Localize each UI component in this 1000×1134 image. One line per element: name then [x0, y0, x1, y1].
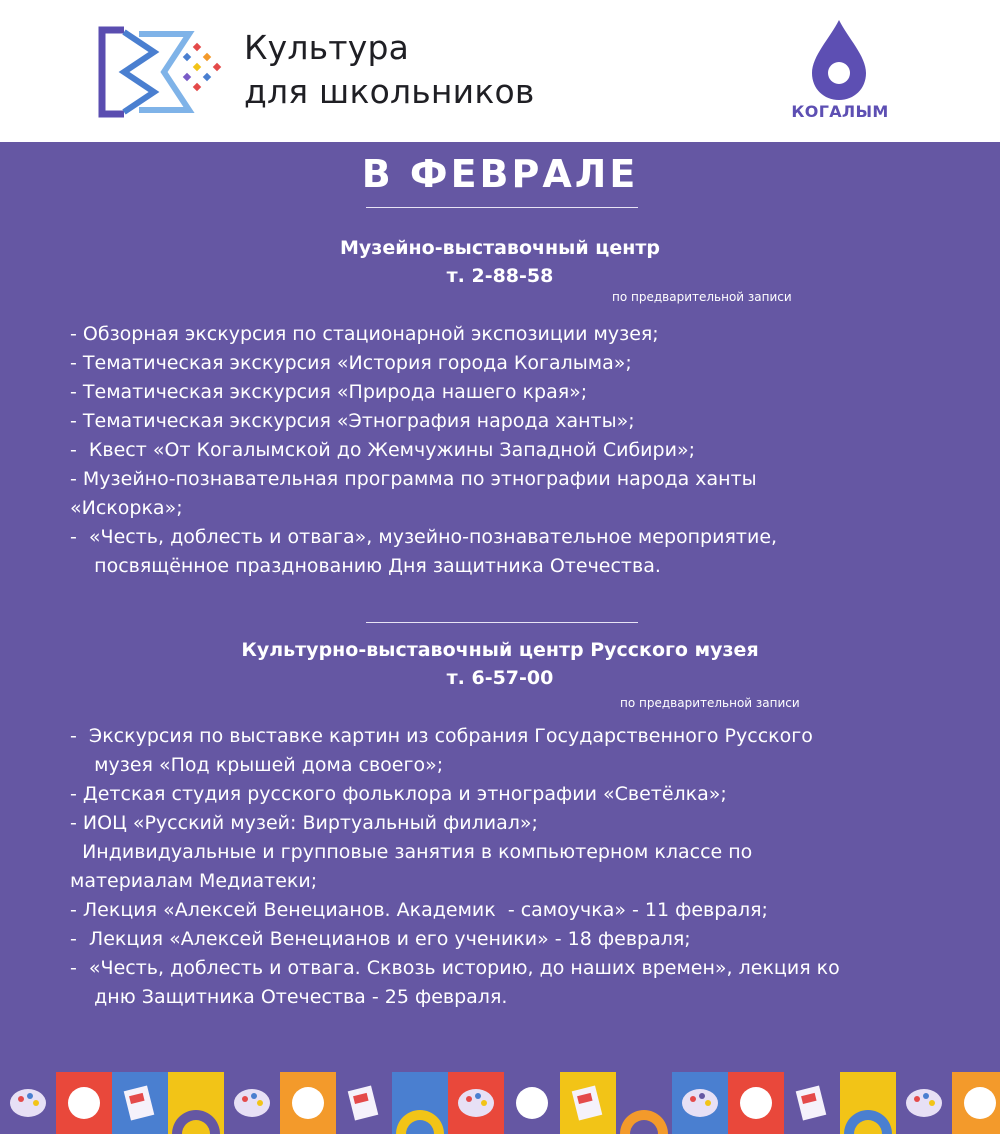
tile-rainbow-icon — [616, 1072, 672, 1134]
list-item: - Тематическая экскурсия «Этнография народа ханты»; — [70, 410, 635, 432]
list-item: - ИОЦ «Русский музей: Виртуальный филиал»; Индивидуальные и групповые занятия в компьютерном классе по материалам Медиатеки; — [70, 812, 753, 892]
tile-book-icon — [784, 1072, 840, 1134]
section2-phone: т. 6-57-00 — [446, 667, 554, 689]
culture-logo-text — [244, 26, 535, 114]
title-divider — [366, 207, 638, 208]
section2-note: по предварительной записи — [620, 696, 800, 710]
section1-note: по предварительной записи — [612, 290, 792, 304]
section-divider — [366, 622, 638, 623]
list-item: - Обзорная экскурсия по стационарной экспозиции музея; — [70, 323, 659, 345]
city-logo-text: КОГАЛЫМ — [791, 102, 889, 121]
list-item: - Детская студия русского фольклора и этнографии «Светёлка»; — [70, 783, 727, 805]
section1-list — [70, 320, 950, 581]
list-item: - Тематическая экскурсия «Природа нашего края»; — [70, 381, 588, 403]
tile-circle-icon — [504, 1072, 560, 1134]
tile-palette-icon — [896, 1072, 952, 1134]
section1-title — [0, 234, 1000, 290]
list-item: - «Честь, доблесть и отвага», музейно-познавательное мероприятие, посвящённое празднованию Дня защитника Отечества. — [70, 526, 778, 577]
section1-phone: т. 2-88-58 — [446, 265, 554, 287]
list-item: - Лекция «Алексей Венецианов и его ученики» - 18 февраля; — [70, 928, 691, 950]
tile-rainbow-icon — [168, 1072, 224, 1134]
tile-circle-icon — [280, 1072, 336, 1134]
culture-logo-icon — [94, 22, 224, 122]
tile-circle-icon — [56, 1072, 112, 1134]
tile-palette-icon — [0, 1072, 56, 1134]
decorative-footer — [0, 1072, 1000, 1134]
header-bar — [0, 0, 1000, 142]
section1-name: Музейно-выставочный центр — [340, 237, 660, 259]
tile-palette-icon — [448, 1072, 504, 1134]
tile-circle-icon — [952, 1072, 1000, 1134]
month-title: В ФЕВРАЛЕ — [361, 152, 639, 196]
tile-book-icon — [112, 1072, 168, 1134]
tile-rainbow-icon — [840, 1072, 896, 1134]
list-item: - Лекция «Алексей Венецианов. Академик - самоучка» - 11 февраля; — [70, 899, 768, 921]
tile-palette-icon — [224, 1072, 280, 1134]
tile-rainbow-icon — [392, 1072, 448, 1134]
tile-circle-icon — [728, 1072, 784, 1134]
section2-title — [0, 636, 1000, 692]
section2-list — [70, 722, 950, 1012]
section2-name: Культурно-выставочный центр Русского музея — [241, 639, 759, 661]
list-item: - «Честь, доблесть и отвага. Сквозь историю, до наших времен», лекция ко дню Защитника Отечества - 25 февраля. — [70, 957, 840, 1008]
drop-icon — [808, 18, 870, 102]
list-item: - Экскурсия по выставке картин из собрания Государственного Русского музея «Под крышей дома своего»; — [70, 725, 813, 776]
tile-palette-icon — [672, 1072, 728, 1134]
list-item: - Квест «От Когалымской до Жемчужины Западной Сибири»; — [70, 439, 695, 461]
tile-book-icon — [560, 1072, 616, 1134]
list-item: - Музейно-познавательная программа по этнографии народа ханты «Искорка»; — [70, 468, 757, 519]
tile-book-icon — [336, 1072, 392, 1134]
logo-line-2: для школьников — [244, 72, 535, 111]
logo-line-1: Культура — [244, 28, 410, 67]
list-item: - Тематическая экскурсия «История города Когалыма»; — [70, 352, 632, 374]
pattern-strip — [0, 1072, 1000, 1134]
